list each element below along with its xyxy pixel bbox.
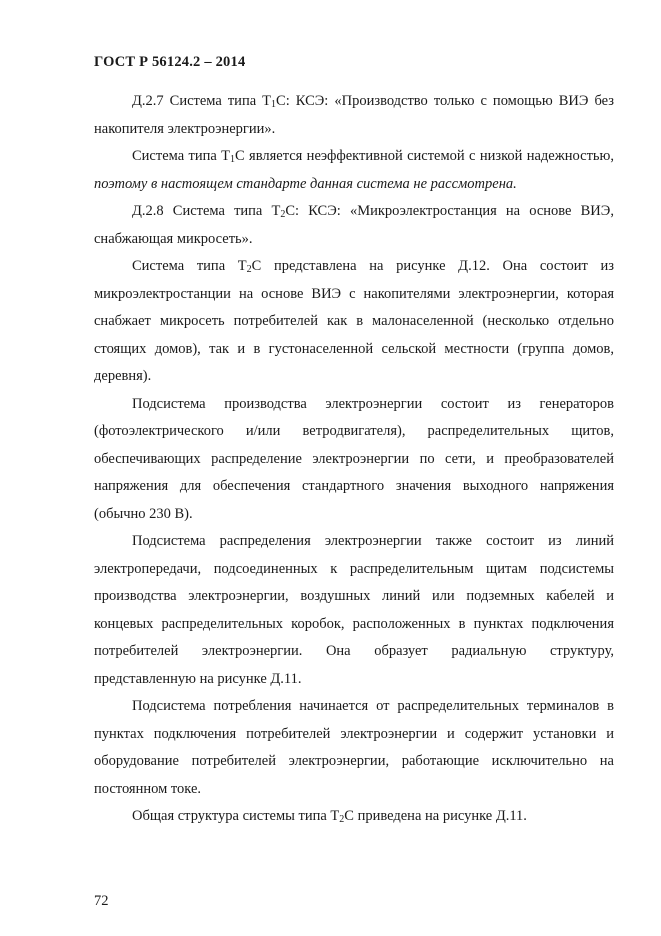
document-body (94, 88, 614, 831)
paragraph-d28: Д.2.8 Система типа $Т_2С$: КСЭ: «Микроэлектростанция на основе ВИЭ, снабжающая микросеть». (94, 203, 614, 247)
paragraph-consumption-subsystem: Подсистема потребления начинается от распределительных терминалов в пунктах подключения потребителей электроэнергии и содержит установки и оборудование потребителей электроэнергии, работающие исключительно на постоянном токе. (94, 698, 614, 797)
paragraph-t2c-description: Система типа $Т_2С$ представлена на рисунке Д.12. Она состоит из микроэлектростанции на основе ВИЭ с накопителями электроэнергии, которая снабжает микросеть потребителей как в малонаселенной (несколько отдельно стоящих домов), так и в густонаселенной сельской местности (группа домов, деревня). (94, 258, 614, 384)
document-header (94, 54, 245, 71)
paragraph-general-structure: Общая структура системы типа $Т_2С$ приведена на рисунке Д.11. (132, 808, 527, 825)
paragraph-d27: Д.2.7 Система типа $Т_1С$: КСЭ: «Производство только с помощью ВИЭ без накопителя электроэнергии». (94, 93, 614, 137)
paragraph-distribution-subsystem: Подсистема распределения электроэнергии также состоит из линий электропередачи, подсоединенных к распределительным щитам подсистемы производства электроэнергии, воздушных линий или подземных кабелей и концевых распределительных коробок, расположенных в пунктах подключения потребителей электроэнергии. Она образует радиальную структуру, представленную на рисунке Д.11. (94, 533, 614, 687)
paragraph-t1c-note: Система типа $Т_1С$ является неэффективной системой с низкой надежностью, поэтому в настоящем стандарте данная система не рассмотрена. (94, 148, 614, 192)
italic-remark: поэтому в настоящем стандарте данная система не рассмотрена. (94, 175, 517, 192)
paragraph-production-subsystem: Подсистема производства электроэнергии состоит из генераторов (фотоэлектрического и/или ветродвигателя), распределительных щитов, обеспечивающих распределение электроэнергии по сети, и преобразователей напряжения для обеспечения стандартного значения выходного напряжения (обычно 230 В). (94, 395, 614, 522)
standard-number: ГОСТ Р 56124.2 – 2014 (94, 54, 246, 70)
page-number: 72 (94, 893, 109, 909)
